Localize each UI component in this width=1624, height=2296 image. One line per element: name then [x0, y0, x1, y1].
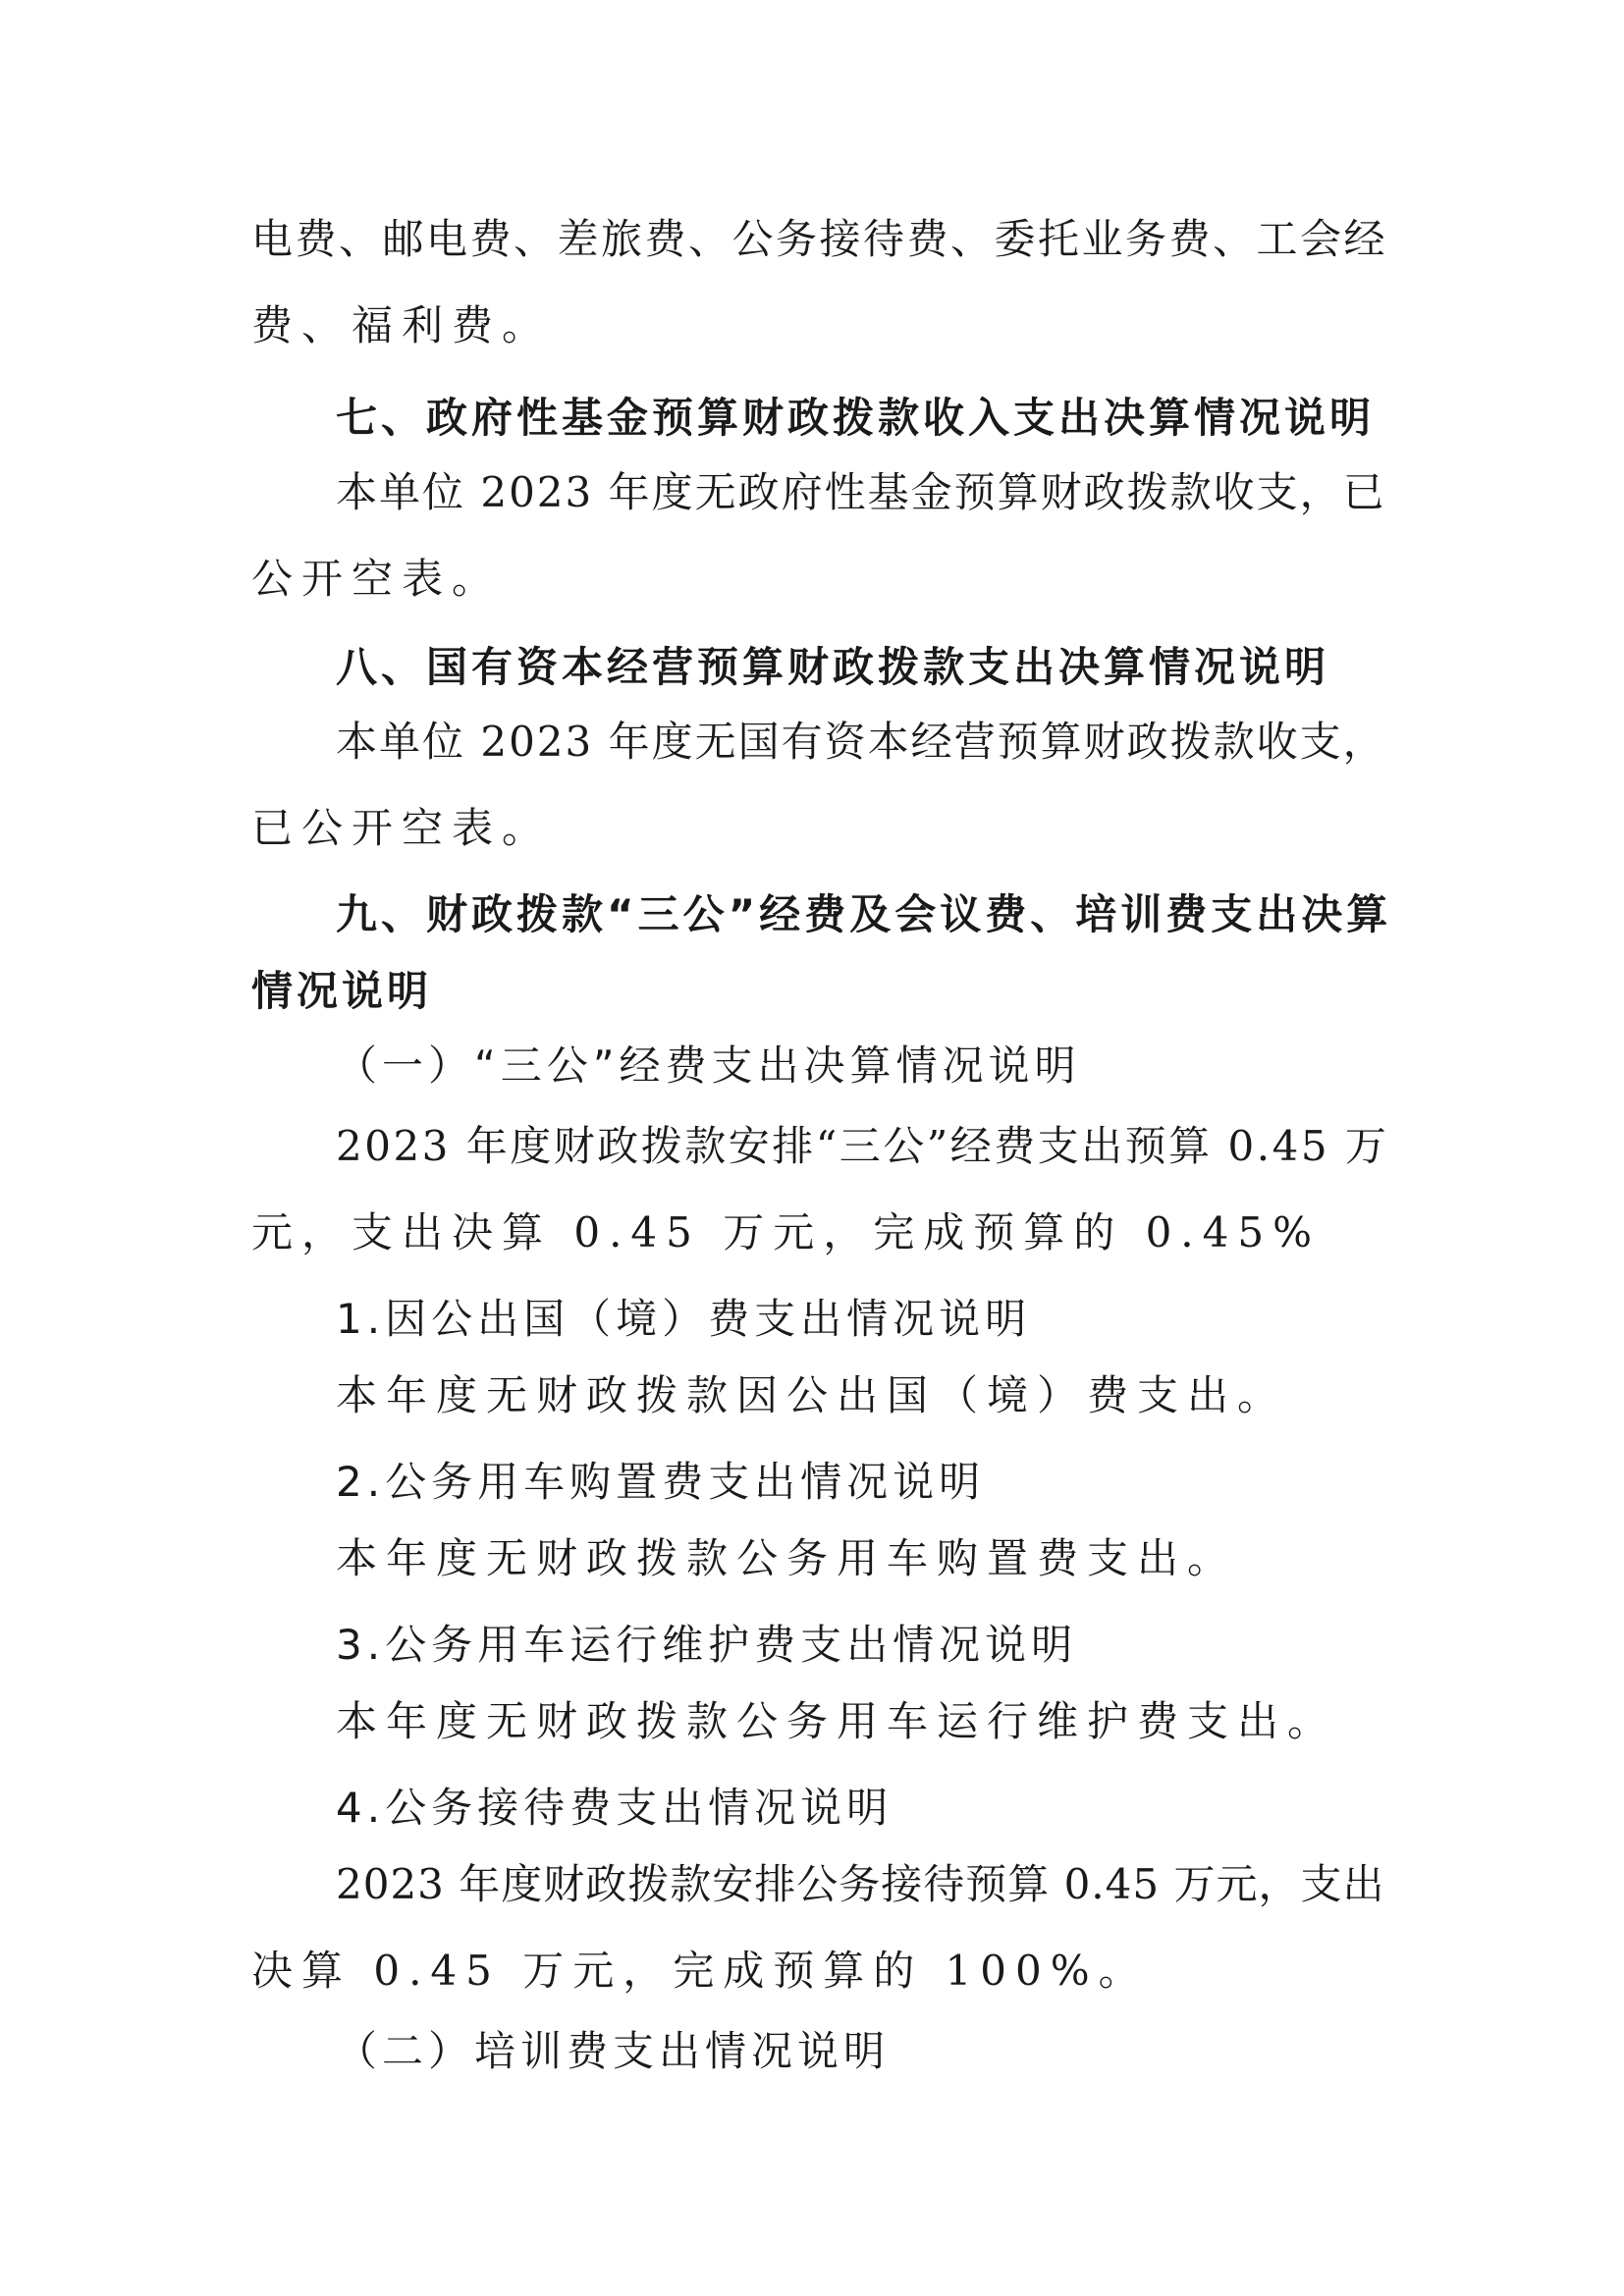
item-4-title: 4.公务接待费支出情况说明	[336, 1784, 893, 1832]
continuation-line-1: 电费、邮电费、差旅费、公务接待费、委托业务费、工会经	[251, 215, 1388, 263]
item-2-title: 2.公务用车购置费支出情况说明	[336, 1458, 986, 1506]
section-7-heading: 七、政府性基金预算财政拨款收入支出决算情况说明	[336, 394, 1376, 442]
section-9-heading-line-2: 情况说明	[251, 967, 433, 1015]
subsection-1-body-line-1: 2023 年度财政拨款安排“三公”经费支出预算 0.45 万	[336, 1122, 1389, 1170]
item-4-body-line-1: 2023 年度财政拨款安排公务接待预算 0.45 万元，支出	[336, 1860, 1385, 1908]
section-9-heading-line-1: 九、财政拨款“三公”经费及会议费、培训费支出决算	[336, 890, 1392, 938]
subsection-1-body-line-2: 元，支出决算 0.45 万元，完成预算的 0.45%	[251, 1208, 1321, 1256]
section-8-heading: 八、国有资本经营预算财政拨款支出决算情况说明	[336, 643, 1330, 691]
item-4-body-line-2: 决算 0.45 万元，完成预算的 100%。	[251, 1947, 1149, 1995]
section-7-body-line-1: 本单位 2023 年度无政府性基金预算财政拨款收支，已	[336, 468, 1386, 516]
item-1-title: 1.因公出国（境）费支出情况说明	[336, 1295, 1032, 1343]
subsection-2-title: （二）培训费支出情况说明	[336, 2027, 891, 2075]
section-8-body-line-2: 已公开空表。	[251, 804, 553, 852]
continuation-line-2: 费、福利费。	[251, 301, 553, 349]
item-3-body: 本年度无财政拨款公务用车运行维护费支出。	[336, 1697, 1338, 1745]
section-7-body-line-2: 公开空表。	[251, 555, 503, 603]
item-2-body: 本年度无财政拨款公务用车购置费支出。	[336, 1534, 1238, 1582]
item-1-body: 本年度无财政拨款因公出国（境）费支出。	[336, 1371, 1288, 1419]
subsection-1-title: （一）“三公”经费支出决算情况说明	[336, 1041, 1081, 1090]
item-3-title: 3.公务用车运行维护费支出情况说明	[336, 1621, 1078, 1669]
section-8-body-line-1: 本单位 2023 年度无国有资本经营预算财政拨款收支，	[336, 718, 1386, 766]
